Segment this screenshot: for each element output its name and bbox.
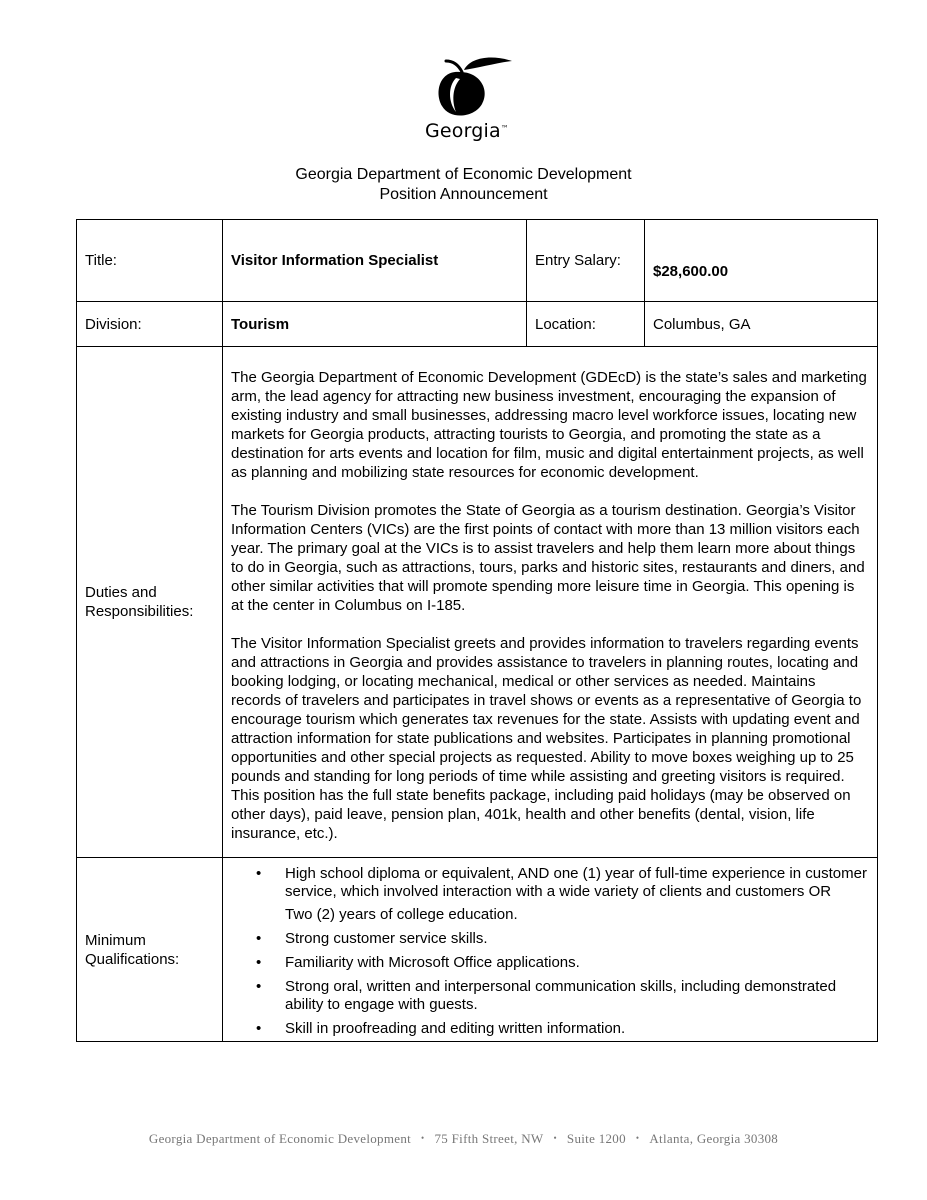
qualifications-label: Minimum Qualifications: xyxy=(77,858,223,1042)
page-footer xyxy=(0,1131,927,1147)
footer-org: Georgia Department of Economic Development xyxy=(148,1131,412,1146)
bullet-icon: • xyxy=(256,865,262,882)
duties-label: Duties and Responsibilities: xyxy=(77,347,223,858)
division-value: Tourism xyxy=(223,302,527,347)
footer-suite: Suite 1200 xyxy=(566,1131,626,1146)
qualifications-list xyxy=(223,858,878,1042)
duties-paragraph: The Tourism Division promotes the State of Georgia as a tourism destination. Georgia’s Visitor Information Centers (VICs) are the first points of contact with more than 13 million visitors each year. The primary goal at the VICs is to assist travelers and help them learn more about things to do in Georgia, such as attractions, tours, parks and historic sites, restaurants and diners, and other similar activities that will promote spending more leisure time in Georgia. This opening is at the center in Columbus on I-185. xyxy=(231,502,865,614)
qualifications-row xyxy=(77,858,878,1042)
position-table xyxy=(76,219,878,1042)
division-row xyxy=(77,302,878,347)
separator-icon: • xyxy=(421,1133,425,1143)
list-item: • Strong oral, written and interpersonal communication skills, including demonstrated ability to engage with guests. xyxy=(256,978,837,1013)
list-item: • Familiarity with Microsoft Office applications. xyxy=(256,954,580,971)
duties-paragraph: The Georgia Department of Economic Development (GDEcD) is the state’s sales and marketing arm, the lead agency for attracting new business investment, encouraging the expansion of existing industry and small businesses, addressing macro level workforce issues, locating new markets for Georgia products, attracting tourists to Georgia, and promoting the state as a destination for arts events and location for film, music and digital entertainment projects, as well as planning and mobilizing state resources for economic development. xyxy=(231,369,867,481)
duties-text xyxy=(223,347,878,858)
list-item: • Skill in proofreading and editing written information. xyxy=(256,1020,626,1037)
title-label: Title: xyxy=(77,220,223,302)
department-heading: Georgia Department of Economic Development xyxy=(295,166,632,183)
list-item: Two (2) years of college education. xyxy=(285,906,518,923)
peach-icon xyxy=(412,52,522,122)
bullet-icon: • xyxy=(256,978,262,995)
duties-paragraph: The Visitor Information Specialist greets and provides information to travelers regarding events and attractions in Georgia and provides assistance to travelers in planning routes, locating and booking lodging, or locating mechanical, medical or other services as needed. Maintains records of travelers and participates in travel shows or events as a representative of Georgia to encourage tourism which generates tax revenues for the state. Assists with updating event and attraction information for state publications and websites. Participates in planning promotional opportunities and other special projects as requested. Ability to move boxes weighing up to 25 pounds and standing for long periods of time while assisting and greeting visitors is required. This position has the full state benefits package, including paid holidays (may be observed on other days), paid leave, pension plan, 401k, health and other benefits (dental, vision, life insurance, etc.). xyxy=(231,635,862,842)
separator-icon: • xyxy=(635,1133,640,1143)
duties-row xyxy=(77,347,878,858)
bullet-icon: • xyxy=(256,1020,262,1037)
title-value: Visitor Information Specialist xyxy=(223,220,527,302)
footer-street: 75 Fifth Street, NW xyxy=(434,1131,544,1146)
division-label: Division: xyxy=(77,302,223,347)
logo-wordmark: Georgia™ xyxy=(424,120,510,142)
list-item: • High school diploma or equivalent, AND one (1) year of full-time experience in customer service, which involved interaction with a wide variety of clients and customers OR xyxy=(256,865,867,900)
footer-city: Atlanta, Georgia 30308 xyxy=(649,1131,779,1146)
title-row xyxy=(77,220,878,302)
location-label: Location: xyxy=(527,302,645,347)
announcement-heading: Position Announcement xyxy=(379,186,548,203)
list-item: • Strong customer service skills. xyxy=(256,930,488,947)
georgia-logo xyxy=(412,52,522,152)
bullet-icon: • xyxy=(256,930,262,947)
salary-value: $28,600.00 xyxy=(645,220,878,302)
salary-label: Entry Salary: xyxy=(527,220,645,302)
separator-icon: • xyxy=(553,1133,557,1143)
location-value: Columbus, GA xyxy=(645,302,878,347)
bullet-icon: • xyxy=(256,954,262,971)
